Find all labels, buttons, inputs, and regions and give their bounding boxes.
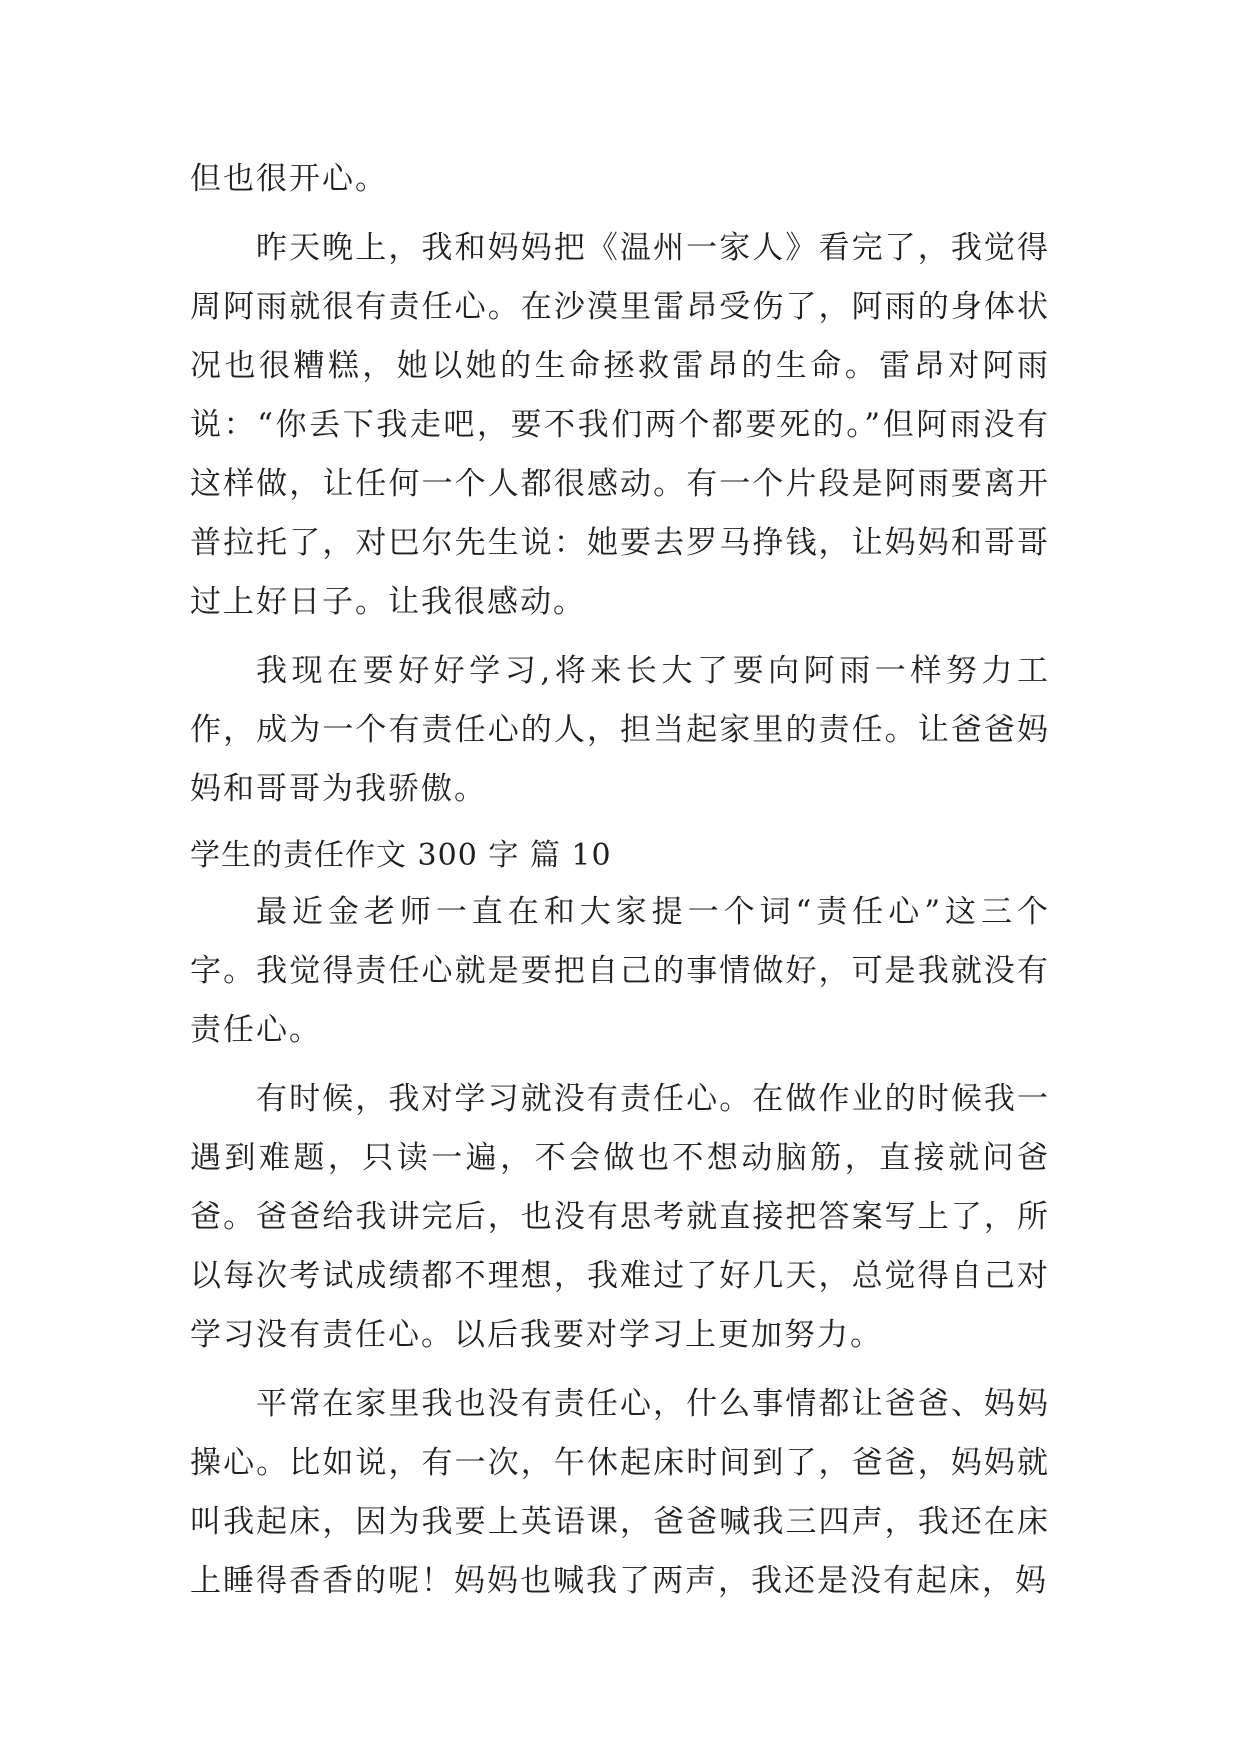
paragraph-1: 但也很开心。 (190, 161, 388, 197)
section-heading: 学生的责任作文 300 字 篇 10 (190, 838, 612, 873)
paragraph-3: 我现在要好好学习,将来长大了要向阿雨一样努力工作，成为一个有责任心的人，担当起家里的责任。让爸爸妈妈和哥哥为我骄傲。 (190, 653, 1050, 807)
paragraph-6: 平常在家里我也没有责任心，什么事情都让爸爸、妈妈操心。比如说，有一次，午休起床时间到了，爸爸，妈妈就叫我起床，因为我要上英语课，爸爸喊我三四声，我还在床上睡得香香的呢！妈妈也喊我了两声，我还是没有起床，妈 (190, 1386, 1050, 1599)
paragraph-4: 最近金老师一直在和大家提一个词“责任心”这三个字。我觉得责任心就是要把自己的事情做好，可是我就没有责任心。 (190, 894, 1050, 1048)
paragraph-2: 昨天晚上，我和妈妈把《温州一家人》看完了，我觉得周阿雨就很有责任心。在沙漠里雷昂受伤了，阿雨的身体状况也很糟糕，她以她的生命拯救雷昂的生命。雷昂对阿雨说：“你丢下我走吧，要不我们两个都要死的。”但阿雨没有这样做，让任何一个人都很感动。有一个片段是阿雨要离开普拉托了，对巴尔先生说：她要去罗马挣钱，让妈妈和哥哥过上好日子。让我很感动。 (190, 230, 1050, 620)
paragraph-5: 有时候，我对学习就没有责任心。在做作业的时候我一遇到难题，只读一遍，不会做也不想动脑筋，直接就问爸爸。爸爸给我讲完后，也没有思考就直接把答案写上了，所以每次考试成绩都不理想，我难过了好几天，总觉得自己对学习没有责任心。以后我要对学习上更加努力。 (190, 1081, 1050, 1353)
document-body (190, 150, 1050, 1621)
